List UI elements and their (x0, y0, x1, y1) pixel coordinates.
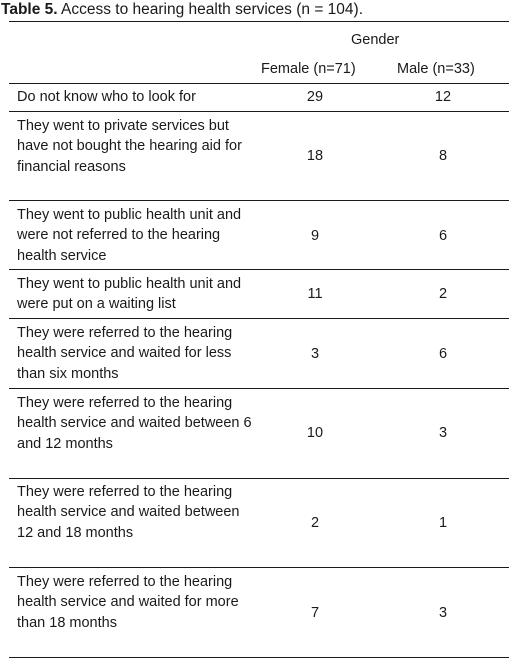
row-label: They went to public health unit and were put on a waiting list (17, 276, 242, 313)
row-label: They were referred to the hearing health service and waited between 12 and 18 months (17, 484, 240, 541)
row-divider (9, 478, 509, 479)
female-value: 29 (306, 89, 324, 105)
header-rule (9, 83, 509, 84)
row-divider (9, 388, 509, 389)
male-value: 6 (438, 228, 448, 244)
female-value: 10 (306, 425, 324, 441)
male-value: 6 (438, 346, 448, 362)
row-label: Do not know who to look for (17, 89, 196, 105)
female-value: 7 (310, 605, 320, 621)
row-divider (9, 318, 509, 319)
row-divider (9, 200, 509, 201)
female-value: 3 (310, 346, 320, 362)
female-value: 18 (306, 148, 324, 164)
male-value: 3 (438, 605, 448, 621)
male-value: 2 (438, 286, 448, 302)
male-value: 8 (438, 148, 448, 164)
row-divider (9, 567, 509, 568)
male-value: 1 (438, 515, 448, 531)
row-label: They were referred to the hearing health service and waited for more than 18 months (17, 574, 239, 631)
female-value: 9 (310, 228, 320, 244)
row-label: They were referred to the hearing health service and waited for less than six months (17, 325, 233, 382)
gender-header: Gender (351, 32, 400, 48)
row-label: They were referred to the hearing health service and waited between 6 and 12 months (17, 395, 252, 452)
table-caption-text: Access to hearing health services (n = 104). (57, 1, 364, 18)
bottom-rule (9, 657, 509, 658)
top-rule (9, 21, 509, 22)
male-column-header: Male (n=33) (397, 61, 475, 77)
table-caption (1, 0, 363, 20)
row-divider (9, 111, 509, 112)
female-column-header: Female (n=71) (261, 61, 356, 77)
male-value: 12 (434, 89, 452, 105)
row-label: They went to private services but have not bought the hearing aid for financial reasons (17, 118, 242, 175)
table-caption-label: Table 5. (1, 1, 58, 18)
male-value: 3 (438, 425, 448, 441)
row-divider (9, 269, 509, 270)
row-label: They went to public health unit and were not referred to the hearing health service (17, 207, 242, 264)
female-value: 11 (307, 286, 323, 302)
female-value: 2 (310, 515, 320, 531)
